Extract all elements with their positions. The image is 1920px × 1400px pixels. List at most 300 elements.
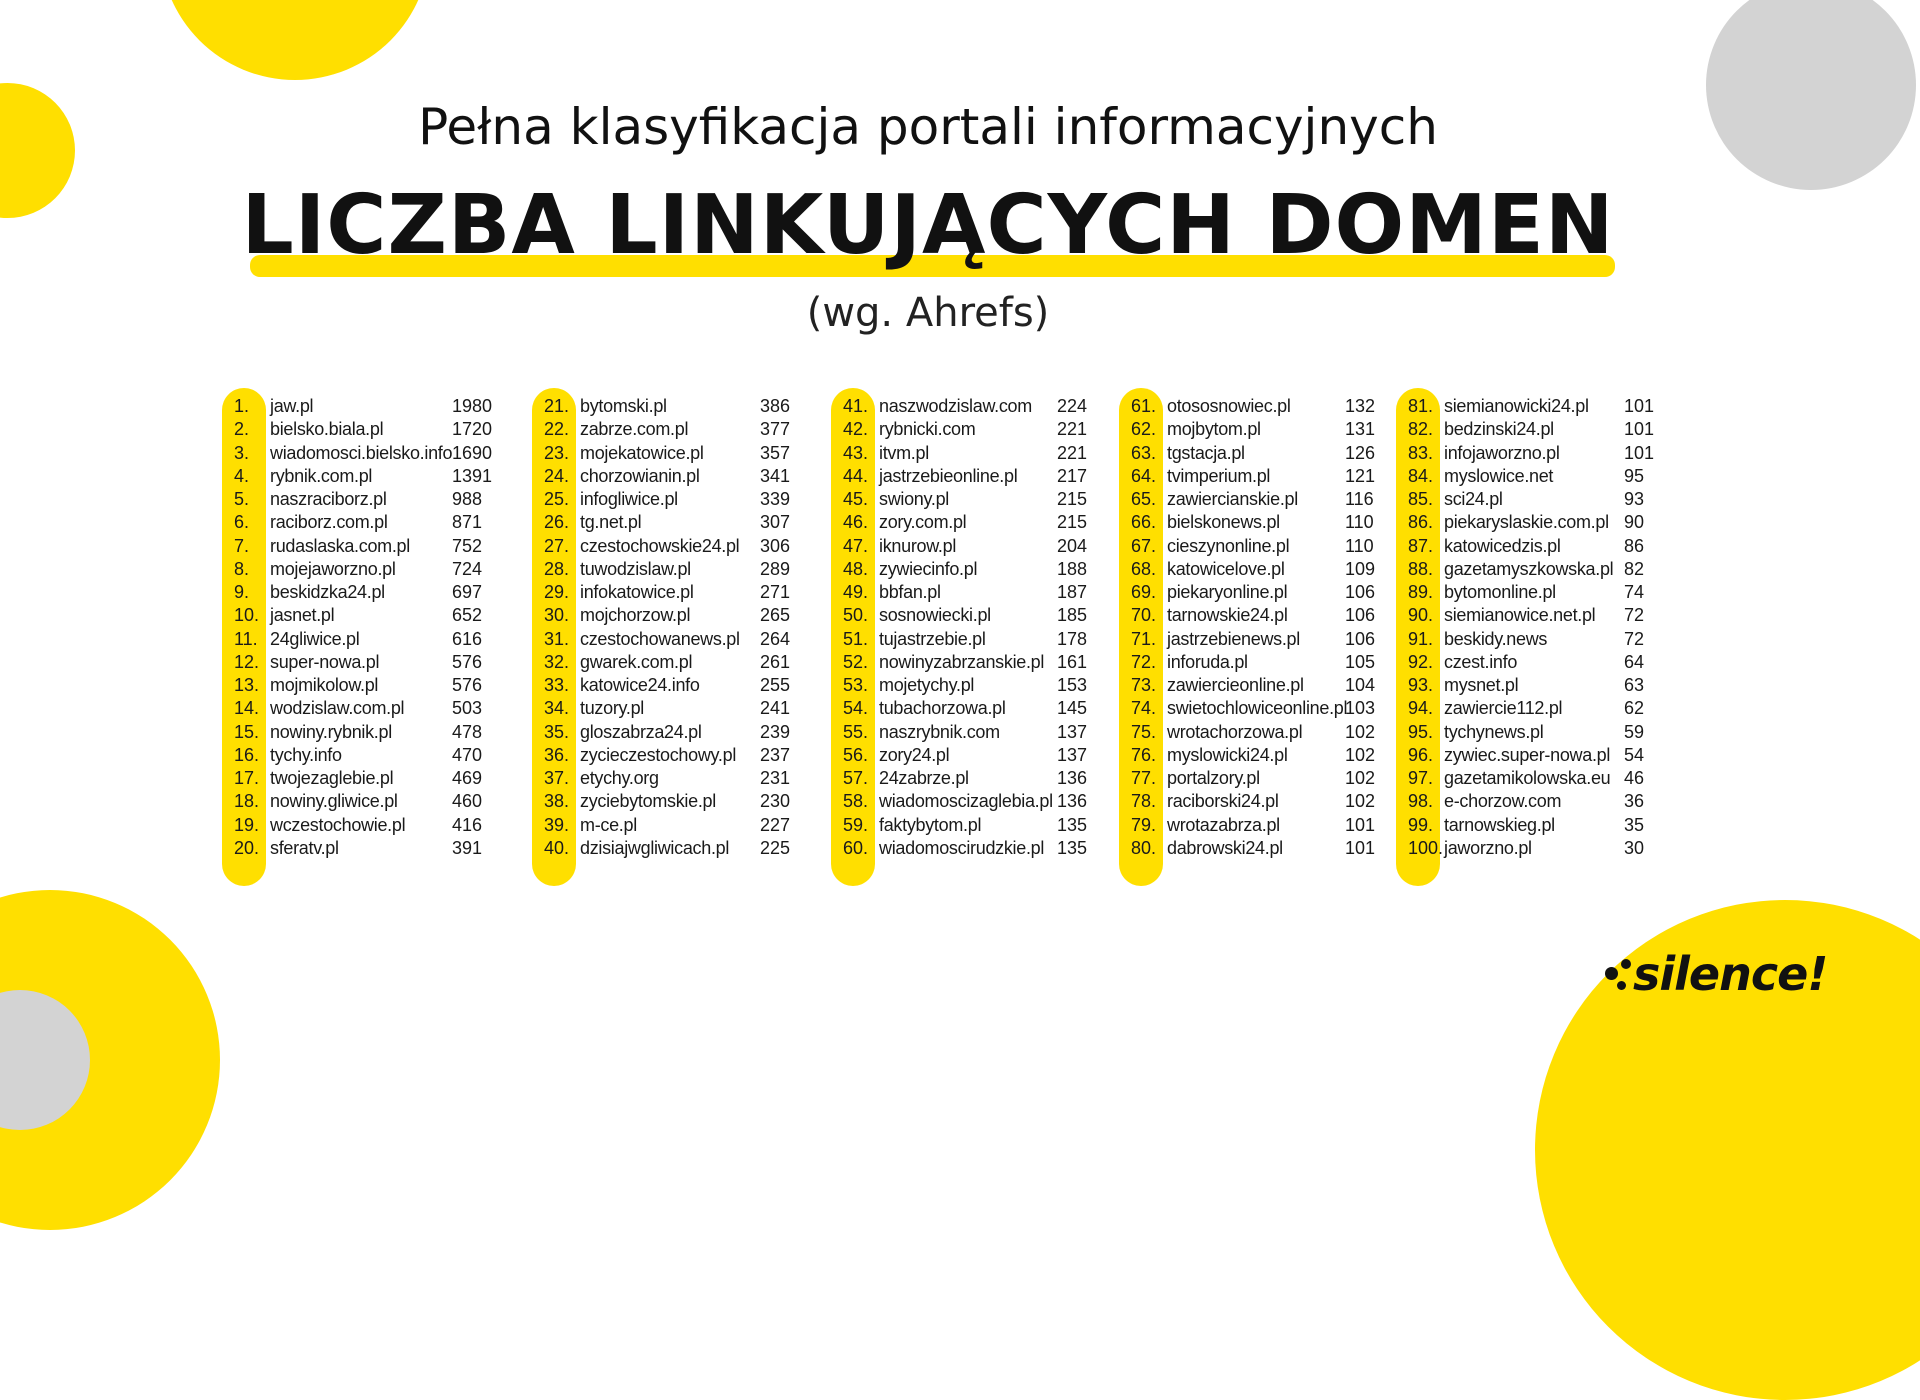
domain-name: swietochlowiceonline.pl — [1167, 698, 1348, 719]
rank-number: 97. — [1408, 768, 1434, 788]
linking-domains-count: 215 — [1057, 512, 1088, 533]
domain-name: chorzowianin.pl — [580, 465, 700, 486]
domain-name: mojekatowice.pl — [580, 442, 704, 463]
rank-number: 66. — [1131, 512, 1157, 533]
domain-name: tubachorzowa.pl — [879, 698, 1006, 719]
linking-domains-count: 132 — [1345, 396, 1376, 416]
rank-number: 56. — [843, 744, 869, 765]
linking-domains-count: 35 — [1624, 814, 1645, 835]
rank-number: 86. — [1408, 512, 1434, 533]
rank-number: 30. — [544, 605, 570, 626]
rank-number: 55. — [843, 721, 869, 742]
linking-domains-count: 503 — [452, 698, 483, 719]
rank-number: 82. — [1408, 419, 1434, 440]
linking-domains-count: 161 — [1057, 651, 1088, 672]
rank-number: 94. — [1408, 698, 1434, 719]
linking-domains-count: 576 — [452, 675, 483, 695]
domain-name: inforuda.pl — [1167, 651, 1248, 672]
domain-name: wrotachorzowa.pl — [1167, 721, 1303, 742]
domain-name: zawiercie112.pl — [1444, 698, 1563, 719]
rank-number: 84. — [1408, 465, 1434, 486]
linking-domains-count: 241 — [760, 698, 791, 719]
source-note: (wg. Ahrefs) — [806, 290, 1050, 336]
domain-name: katowicedzis.pl — [1444, 535, 1561, 556]
linking-domains-count: 255 — [760, 675, 791, 695]
linking-domains-count: 231 — [760, 768, 791, 788]
rank-number: 32. — [544, 651, 570, 672]
linking-domains-count: 101 — [1624, 419, 1655, 440]
linking-domains-count: 101 — [1345, 814, 1376, 835]
rank-number: 47. — [843, 535, 869, 556]
domain-name: rudaslaska.com.pl — [270, 535, 410, 556]
linking-domains-count: 105 — [1345, 651, 1376, 672]
rank-number: 10. — [234, 605, 260, 626]
domain-name: tarnowskie24.pl — [1167, 605, 1288, 626]
linking-domains-count: 261 — [760, 651, 791, 672]
domain-name: zawiercianskie.pl — [1167, 489, 1298, 509]
domain-name: jaw.pl — [270, 396, 314, 416]
domain-name: twojezaglebie.pl — [270, 768, 394, 788]
domain-name: raciborz.com.pl — [270, 512, 388, 533]
rank-number: 77. — [1131, 768, 1157, 788]
linking-domains-count: 102 — [1345, 721, 1376, 742]
domain-name: tujastrzebie.pl — [879, 628, 986, 649]
rank-number: 45. — [843, 489, 869, 509]
domain-name: mojetychy.pl — [879, 675, 975, 695]
rank-number: 27. — [544, 535, 570, 556]
linking-domains-count: 62 — [1624, 698, 1645, 719]
domain-name: bielskonews.pl — [1167, 512, 1280, 533]
linking-domains-count: 357 — [760, 442, 791, 463]
rank-number: 7. — [234, 535, 250, 556]
domain-name: otososnowiec.pl — [1167, 396, 1291, 416]
rank-number: 8. — [234, 558, 250, 579]
linking-domains-count: 470 — [452, 744, 483, 765]
linking-domains-count: 416 — [452, 814, 483, 835]
rank-number: 85. — [1408, 489, 1434, 509]
page-subtitle: Pełna klasyfikacja portali informacyjnych — [418, 98, 1438, 156]
domain-name: czestochowanews.pl — [580, 628, 740, 649]
linking-domains-count: 460 — [452, 791, 483, 812]
linking-domains-count: 104 — [1345, 675, 1376, 695]
domain-name: mysnet.pl — [1444, 675, 1519, 695]
domain-name: dabrowski24.pl — [1167, 837, 1283, 858]
domain-name: wiadomosci.bielsko.info — [270, 442, 453, 463]
domain-name: mojejaworzno.pl — [270, 558, 396, 579]
domain-name: tuwodzislaw.pl — [580, 558, 691, 579]
linking-domains-count: 63 — [1624, 675, 1645, 695]
linking-domains-count: 752 — [452, 535, 483, 556]
linking-domains-count: 1720 — [452, 419, 493, 440]
linking-domains-count: 217 — [1057, 465, 1088, 486]
rank-number: 65. — [1131, 489, 1157, 509]
domain-name: mojchorzow.pl — [580, 605, 691, 626]
linking-domains-count: 230 — [760, 791, 791, 812]
domain-name: nowiny.gliwice.pl — [270, 791, 398, 812]
rank-number: 60. — [843, 837, 869, 858]
linking-domains-count: 469 — [452, 768, 483, 788]
linking-domains-count: 221 — [1057, 419, 1088, 440]
rank-number: 64. — [1131, 465, 1157, 486]
rank-number: 89. — [1408, 582, 1434, 602]
domain-name: piekaryonline.pl — [1167, 582, 1288, 602]
domain-name: e-chorzow.com — [1444, 791, 1562, 812]
linking-domains-count: 102 — [1345, 744, 1376, 765]
rank-number: 61. — [1131, 396, 1157, 416]
rank-number: 72. — [1131, 651, 1157, 672]
rank-number: 100. — [1408, 837, 1444, 858]
logo-dot — [1617, 981, 1626, 990]
rank-number: 5. — [234, 489, 250, 509]
rank-number: 17. — [234, 768, 260, 788]
linking-domains-count: 59 — [1624, 721, 1645, 742]
linking-domains-count: 697 — [452, 582, 483, 602]
rank-number: 13. — [234, 675, 260, 695]
rank-number: 90. — [1408, 605, 1434, 626]
rank-number: 23. — [544, 442, 570, 463]
domain-name: bielsko.biala.pl — [270, 419, 384, 440]
domain-name: super-nowa.pl — [270, 651, 380, 672]
rank-number: 91. — [1408, 628, 1434, 649]
linking-domains-count: 153 — [1057, 675, 1088, 695]
rank-number: 48. — [843, 558, 869, 579]
domain-name: cieszynonline.pl — [1167, 535, 1290, 556]
logo-dot — [1605, 967, 1618, 980]
domain-name: myslowicki24.pl — [1167, 744, 1288, 765]
domain-name: sci24.pl — [1444, 489, 1503, 509]
rank-number: 57. — [843, 768, 869, 788]
rank-number: 71. — [1131, 628, 1157, 649]
domain-name: wodzislaw.com.pl — [270, 698, 405, 719]
linking-domains-count: 271 — [760, 582, 791, 602]
domain-name: tvimperium.pl — [1167, 465, 1271, 486]
linking-domains-count: 110 — [1345, 535, 1374, 556]
domain-name: katowice24.info — [580, 675, 700, 695]
linking-domains-count: 307 — [760, 512, 791, 533]
linking-domains-count: 103 — [1345, 698, 1376, 719]
rank-number: 75. — [1131, 721, 1157, 742]
domain-name: bedzinski24.pl — [1444, 419, 1554, 440]
rank-number: 3. — [234, 442, 250, 463]
linking-domains-count: 137 — [1057, 744, 1088, 765]
linking-domains-count: 82 — [1624, 558, 1645, 579]
rank-number: 68. — [1131, 558, 1157, 579]
rank-number: 9. — [234, 582, 250, 602]
linking-domains-count: 652 — [452, 605, 483, 626]
linking-domains-count: 1980 — [452, 396, 493, 416]
linking-domains-count: 871 — [452, 512, 483, 533]
rank-number: 63. — [1131, 442, 1157, 463]
domain-name: naszraciborz.pl — [270, 489, 387, 509]
linking-domains-count: 1391 — [452, 465, 493, 486]
domain-name: tarnowskieg.pl — [1444, 814, 1555, 835]
linking-domains-count: 102 — [1345, 768, 1376, 788]
rank-number: 51. — [843, 628, 869, 649]
logo-text: silence! — [1633, 947, 1828, 1001]
rank-number: 80. — [1131, 837, 1157, 858]
linking-domains-count: 72 — [1624, 605, 1645, 626]
domain-name: infojaworzno.pl — [1444, 442, 1560, 463]
domain-name: iknurow.pl — [879, 535, 957, 556]
domain-name: sosnowiecki.pl — [879, 605, 991, 626]
domain-name: gwarek.com.pl — [580, 651, 693, 672]
rank-number: 29. — [544, 582, 570, 602]
linking-domains-count: 204 — [1057, 535, 1088, 556]
rank-number: 95. — [1408, 721, 1434, 742]
linking-domains-count: 724 — [452, 558, 483, 579]
rank-number: 20. — [234, 837, 260, 858]
linking-domains-count: 478 — [452, 721, 483, 742]
rank-number: 52. — [843, 651, 869, 672]
rank-number: 50. — [843, 605, 869, 626]
domain-name: siemianowicki24.pl — [1444, 396, 1589, 416]
domain-name: wrotazabrza.pl — [1167, 814, 1280, 835]
rank-number: 58. — [843, 791, 869, 812]
linking-domains-count: 1690 — [452, 442, 493, 463]
domain-name: tychynews.pl — [1444, 721, 1544, 742]
rank-number: 33. — [544, 675, 570, 695]
linking-domains-count: 265 — [760, 605, 791, 626]
rank-number: 41. — [843, 396, 869, 416]
rank-number: 99. — [1408, 814, 1434, 835]
domain-name: myslowice.net — [1444, 465, 1554, 486]
domain-name: bbfan.pl — [879, 582, 941, 602]
linking-domains-count: 264 — [760, 628, 791, 649]
linking-domains-count: 576 — [452, 651, 483, 672]
domain-name: piekaryslaskie.com.pl — [1444, 512, 1609, 533]
domain-name: zycieczestochowy.pl — [580, 744, 737, 765]
domain-name: jastrzebieonline.pl — [879, 465, 1018, 486]
linking-domains-count: 237 — [760, 744, 791, 765]
rank-number: 39. — [544, 814, 570, 835]
domain-name: naszrybnik.com — [879, 721, 1000, 742]
rank-number: 37. — [544, 768, 570, 788]
linking-domains-count: 391 — [452, 837, 483, 858]
linking-domains-count: 306 — [760, 535, 791, 556]
decor-circle-top-left — [160, 0, 430, 80]
linking-domains-count: 30 — [1624, 837, 1645, 858]
linking-domains-count: 289 — [760, 558, 791, 579]
rank-number: 4. — [234, 465, 250, 486]
rank-number: 73. — [1131, 675, 1157, 695]
domain-name: zawiercieonline.pl — [1167, 675, 1304, 695]
linking-domains-count: 90 — [1624, 512, 1645, 533]
linking-domains-count: 224 — [1057, 396, 1088, 416]
rank-number: 44. — [843, 465, 869, 486]
rank-number: 22. — [544, 419, 570, 440]
rank-number: 42. — [843, 419, 869, 440]
linking-domains-count: 225 — [760, 837, 791, 858]
domain-name: beskidzka24.pl — [270, 582, 385, 602]
domain-name: jasnet.pl — [270, 605, 335, 626]
rank-number: 98. — [1408, 791, 1434, 812]
linking-domains-count: 135 — [1057, 837, 1088, 858]
domain-name: wiadomoscirudzkie.pl — [879, 837, 1045, 858]
domain-name: wiadomoscizaglebia.pl — [879, 791, 1053, 812]
domain-name: rybnik.com.pl — [270, 465, 373, 486]
domain-name: swiony.pl — [879, 489, 949, 509]
rank-number: 67. — [1131, 535, 1157, 556]
linking-domains-count: 101 — [1624, 396, 1655, 416]
domain-name: 24zabrze.pl — [879, 768, 969, 788]
domain-name: naszwodzislaw.com — [879, 396, 1032, 416]
linking-domains-count: 74 — [1624, 582, 1645, 602]
linking-domains-count: 178 — [1057, 628, 1088, 649]
rank-number: 34. — [544, 698, 570, 719]
rank-number: 70. — [1131, 605, 1157, 626]
domain-name: infokatowice.pl — [580, 582, 694, 602]
rank-number: 24. — [544, 465, 570, 486]
linking-domains-count: 136 — [1057, 791, 1088, 812]
domain-name: czestochowskie24.pl — [580, 535, 740, 556]
rank-number: 2. — [234, 419, 250, 440]
rank-number: 79. — [1131, 814, 1157, 835]
domain-name: infogliwice.pl — [580, 489, 678, 509]
linking-domains-count: 135 — [1057, 814, 1088, 835]
linking-domains-count: 187 — [1057, 582, 1088, 602]
linking-domains-count: 341 — [760, 465, 791, 486]
rank-number: 6. — [234, 512, 250, 533]
linking-domains-count: 110 — [1345, 512, 1374, 533]
domain-name: dzisiajwgliwicach.pl — [580, 837, 730, 858]
linking-domains-count: 239 — [760, 721, 791, 742]
domain-name: nowiny.rybnik.pl — [270, 721, 392, 742]
linking-domains-count: 72 — [1624, 628, 1645, 649]
rank-number: 59. — [843, 814, 869, 835]
domain-name: gazetamikolowska.eu — [1444, 768, 1611, 788]
rank-number: 36. — [544, 744, 570, 765]
linking-domains-count: 131 — [1345, 419, 1376, 440]
linking-domains-count: 109 — [1345, 558, 1376, 579]
domain-name: zabrze.com.pl — [580, 419, 689, 440]
linking-domains-count: 121 — [1345, 465, 1376, 486]
linking-domains-count: 215 — [1057, 489, 1088, 509]
rank-number: 31. — [544, 628, 570, 649]
linking-domains-count: 339 — [760, 489, 791, 509]
domain-name: faktybytom.pl — [879, 814, 982, 835]
linking-domains-count: 116 — [1345, 489, 1374, 509]
domain-name: nowinyzabrzanskie.pl — [879, 651, 1045, 672]
domain-name: czest.info — [1444, 651, 1518, 672]
rank-number: 92. — [1408, 651, 1434, 672]
rank-number: 81. — [1408, 396, 1434, 416]
linking-domains-count: 101 — [1624, 442, 1655, 463]
domain-name: siemianowice.net.pl — [1444, 605, 1596, 626]
linking-domains-count: 46 — [1624, 768, 1645, 788]
linking-domains-count: 95 — [1624, 465, 1645, 486]
rank-number: 93. — [1408, 675, 1434, 695]
domain-name: 24gliwice.pl — [270, 628, 360, 649]
linking-domains-count: 54 — [1624, 744, 1645, 765]
rank-number: 69. — [1131, 582, 1157, 602]
linking-domains-count: 188 — [1057, 558, 1088, 579]
domain-name: bytomonline.pl — [1444, 582, 1556, 602]
linking-domains-count: 64 — [1624, 651, 1645, 672]
domain-name: etychy.org — [580, 768, 659, 788]
rank-number: 74. — [1131, 698, 1157, 719]
rank-number: 38. — [544, 791, 570, 812]
linking-domains-count: 221 — [1057, 442, 1088, 463]
linking-domains-count: 145 — [1057, 698, 1088, 719]
domain-name: zory.com.pl — [879, 512, 967, 533]
rank-number: 18. — [234, 791, 260, 812]
domain-name: gazetamyszkowska.pl — [1444, 558, 1614, 579]
linking-domains-count: 106 — [1345, 582, 1376, 602]
page-title: LICZBA LINKUJĄCYCH DOMEN — [241, 178, 1615, 273]
linking-domains-count: 185 — [1057, 605, 1088, 626]
silence-logo — [1605, 945, 1865, 1015]
domain-name: beskidy.news — [1444, 628, 1548, 649]
domain-name: raciborski24.pl — [1167, 791, 1279, 812]
rank-number: 25. — [544, 489, 570, 509]
linking-domains-count: 137 — [1057, 721, 1088, 742]
rank-number: 49. — [843, 582, 869, 602]
domain-name: zyciebytomskie.pl — [580, 791, 716, 812]
rank-number: 78. — [1131, 791, 1157, 812]
linking-domains-count: 102 — [1345, 791, 1376, 812]
rank-number: 16. — [234, 744, 260, 765]
decor-circle-top-right — [1706, 0, 1916, 190]
domain-name: portalzory.pl — [1167, 768, 1260, 788]
rank-number: 26. — [544, 512, 570, 533]
domain-name: jastrzebienews.pl — [1167, 628, 1300, 649]
domain-name: m-ce.pl — [580, 814, 637, 835]
linking-domains-count: 988 — [452, 489, 483, 509]
rank-number: 62. — [1131, 419, 1157, 440]
rank-number: 46. — [843, 512, 869, 533]
rank-number: 76. — [1131, 744, 1157, 765]
rank-number: 11. — [234, 628, 258, 649]
domain-name: jaworzno.pl — [1444, 837, 1532, 858]
domain-name: gloszabrza24.pl — [580, 721, 702, 742]
rank-number: 35. — [544, 721, 570, 742]
linking-domains-count: 93 — [1624, 489, 1645, 509]
linking-domains-count: 106 — [1345, 605, 1376, 626]
linking-domains-count: 106 — [1345, 628, 1376, 649]
rank-number: 19. — [234, 814, 260, 835]
domain-name: sferatv.pl — [270, 837, 339, 858]
linking-domains-count: 616 — [452, 628, 483, 649]
domain-name: tuzory.pl — [580, 698, 644, 719]
domain-name: katowicelove.pl — [1167, 558, 1285, 579]
linking-domains-count: 101 — [1345, 837, 1376, 858]
rank-number: 53. — [843, 675, 869, 695]
domain-name: bytomski.pl — [580, 396, 667, 416]
linking-domains-count: 126 — [1345, 442, 1376, 463]
domain-name: mojbytom.pl — [1167, 419, 1261, 440]
rank-number: 87. — [1408, 535, 1434, 556]
domain-name: tychy.info — [270, 744, 342, 765]
rank-number: 43. — [843, 442, 869, 463]
domain-name: rybnicki.com — [879, 419, 976, 440]
domain-name: zywiecinfo.pl — [879, 558, 978, 579]
rank-number: 14. — [234, 698, 260, 719]
linking-domains-count: 227 — [760, 814, 791, 835]
rank-number: 15. — [234, 721, 260, 742]
linking-domains-count: 136 — [1057, 768, 1088, 788]
domain-name: itvm.pl — [879, 442, 929, 463]
rank-number: 88. — [1408, 558, 1434, 579]
logo-dot — [1621, 959, 1631, 969]
rank-number: 21. — [544, 396, 570, 416]
linking-domains-count: 86 — [1624, 535, 1645, 556]
rank-number: 83. — [1408, 442, 1434, 463]
domain-name: tgstacja.pl — [1167, 442, 1245, 463]
rank-number: 28. — [544, 558, 570, 579]
rank-number: 12. — [234, 651, 260, 672]
linking-domains-count: 36 — [1624, 791, 1645, 812]
domain-name: zory24.pl — [879, 744, 950, 765]
